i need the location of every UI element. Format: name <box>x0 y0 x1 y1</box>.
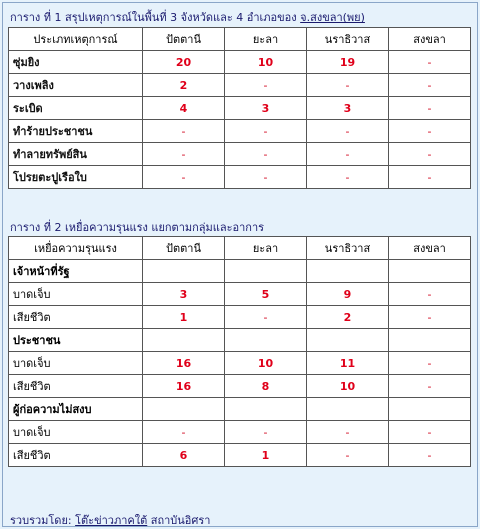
table-cell: - <box>389 74 471 97</box>
row-label: บาดเจ็บ <box>9 352 143 375</box>
table-cell: 8 <box>225 375 307 398</box>
table-cell: 10 <box>225 352 307 375</box>
footer-prefix: รวบรวมโดย: <box>10 514 72 527</box>
table-cell: - <box>225 166 307 189</box>
table-cell: 3 <box>225 97 307 120</box>
row-label: บาดเจ็บ <box>9 421 143 444</box>
table-cell: 1 <box>143 306 225 329</box>
group-label: ประชาชน <box>9 329 143 352</box>
group-row <box>9 260 471 283</box>
group-row <box>9 329 471 352</box>
empty-cell <box>307 398 389 421</box>
table1-header-cell: นราธิวาส <box>307 28 389 51</box>
table-cell: 16 <box>143 352 225 375</box>
table-cell: 4 <box>143 97 225 120</box>
row-label: เสียชีวิต <box>9 444 143 467</box>
table-cell: - <box>225 306 307 329</box>
row-label: ระเบิด <box>9 97 143 120</box>
table-cell: - <box>389 444 471 467</box>
table-cell: - <box>389 352 471 375</box>
row-label: เสียชีวิต <box>9 375 143 398</box>
table-cell: 1 <box>225 444 307 467</box>
table1 <box>8 27 471 189</box>
table-cell: - <box>389 143 471 166</box>
table-cell: 2 <box>143 74 225 97</box>
table-cell: 2 <box>307 306 389 329</box>
table2-title: การาง ที่ 2 เหยื่อความรุนแรง แยกตามกลุ่มและอาการ <box>10 221 265 234</box>
table-cell: - <box>225 120 307 143</box>
table-cell: - <box>143 143 225 166</box>
table-cell: - <box>389 375 471 398</box>
table-cell: - <box>307 421 389 444</box>
table2-header-cell: สงขลา <box>389 237 471 260</box>
table-row <box>9 143 471 166</box>
footer-suffix: สถาบันอิศรา <box>150 514 211 527</box>
table-row <box>9 97 471 120</box>
table-cell: - <box>389 97 471 120</box>
table-cell: 5 <box>225 283 307 306</box>
table-cell: 16 <box>143 375 225 398</box>
table-row <box>9 375 471 398</box>
group-label: ผู้ก่อความไม่สงบ <box>9 398 143 421</box>
row-label: วางเพลิง <box>9 74 143 97</box>
empty-cell <box>143 260 225 283</box>
table-cell: 10 <box>307 375 389 398</box>
table1-header-cell: ประเภทเหตุการณ์ <box>9 28 143 51</box>
table-cell: - <box>143 120 225 143</box>
empty-cell <box>143 329 225 352</box>
empty-cell <box>307 329 389 352</box>
table1-header-cell: ยะลา <box>225 28 307 51</box>
table-cell: - <box>307 444 389 467</box>
table-cell: - <box>225 74 307 97</box>
table2-header-row <box>9 237 471 260</box>
empty-cell <box>143 398 225 421</box>
table-cell: - <box>225 143 307 166</box>
table-row <box>9 74 471 97</box>
table2 <box>8 236 471 467</box>
table-cell: - <box>389 306 471 329</box>
row-label: ซุ่มยิง <box>9 51 143 74</box>
empty-cell <box>225 398 307 421</box>
table-row <box>9 120 471 143</box>
row-label: บาดเจ็บ <box>9 283 143 306</box>
table-cell: 11 <box>307 352 389 375</box>
group-row <box>9 398 471 421</box>
row-label: ทำร้ายประชาชน <box>9 120 143 143</box>
table-row <box>9 51 471 74</box>
table-cell: - <box>143 421 225 444</box>
table-cell: - <box>389 120 471 143</box>
table-row <box>9 421 471 444</box>
table-cell: 19 <box>307 51 389 74</box>
row-label: ทำลายทรัพย์สิน <box>9 143 143 166</box>
table-cell: - <box>389 166 471 189</box>
footer-credit <box>10 511 210 529</box>
table1-header-row <box>9 28 471 51</box>
empty-cell <box>389 260 471 283</box>
table-row <box>9 444 471 467</box>
table2-header-cell: เหยื่อความรุนแรง <box>9 237 143 260</box>
table-row <box>9 166 471 189</box>
table-cell: - <box>307 74 389 97</box>
footer-link[interactable]: โต๊ะข่าวภาคใต้ <box>75 514 148 527</box>
table-cell: 20 <box>143 51 225 74</box>
table1-header-cell: ปัตตานี <box>143 28 225 51</box>
table-row <box>9 352 471 375</box>
table1-header-cell: สงขลา <box>389 28 471 51</box>
table-row <box>9 283 471 306</box>
empty-cell <box>225 260 307 283</box>
table1-title-text: การาง ที่ 1 สรุปเหตุการณ์ในพื้นที่ 3 จังหวัดและ 4 อำเภอของ <box>10 11 297 24</box>
empty-cell <box>389 329 471 352</box>
empty-cell <box>307 260 389 283</box>
row-label: โปรยตะปูเรือใบ <box>9 166 143 189</box>
table-cell: - <box>307 166 389 189</box>
table-row <box>9 306 471 329</box>
table-cell: 9 <box>307 283 389 306</box>
table-cell: - <box>389 421 471 444</box>
table2-header-cell: ยะลา <box>225 237 307 260</box>
table-cell: - <box>389 283 471 306</box>
group-label: เจ้าหน้าที่รัฐ <box>9 260 143 283</box>
table-cell: - <box>307 120 389 143</box>
empty-cell <box>225 329 307 352</box>
table-cell: 3 <box>307 97 389 120</box>
table-cell: - <box>225 421 307 444</box>
table-cell: 10 <box>225 51 307 74</box>
empty-cell <box>389 398 471 421</box>
table-cell: 3 <box>143 283 225 306</box>
row-label: เสียชีวิต <box>9 306 143 329</box>
table-cell: - <box>389 51 471 74</box>
table-cell: - <box>143 166 225 189</box>
table-cell: 6 <box>143 444 225 467</box>
table1-title-link[interactable]: จ.สงขลา(พย) <box>300 11 365 24</box>
table2-header-cell: ปัตตานี <box>143 237 225 260</box>
table1-title <box>10 8 365 26</box>
table2-body <box>9 237 471 467</box>
table-cell: - <box>307 143 389 166</box>
table1-body <box>9 28 471 189</box>
table2-header-cell: นราธิวาส <box>307 237 389 260</box>
